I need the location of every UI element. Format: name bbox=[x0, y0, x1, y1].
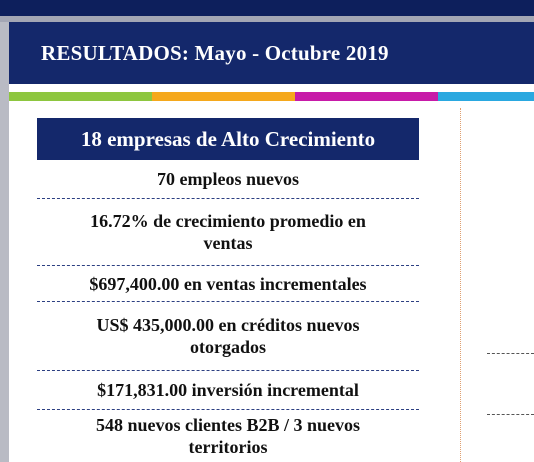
right-dash-line bbox=[487, 353, 534, 354]
metric-item: 16.72% de crecimiento promedio en ventas bbox=[37, 199, 419, 266]
metric-item: US$ 435,000.00 en créditos nuevos otorgados bbox=[37, 302, 419, 371]
panel-divider bbox=[460, 108, 461, 462]
stripe-blue bbox=[438, 92, 534, 101]
metric-item: 548 nuevos clientes B2B / 3 nuevos territorios bbox=[95, 415, 361, 457]
stripe-orange bbox=[152, 92, 295, 101]
stripe-magenta bbox=[295, 92, 438, 101]
right-dash-line bbox=[487, 414, 534, 415]
metrics-list bbox=[37, 160, 419, 462]
color-stripe bbox=[9, 92, 534, 101]
metric-item: $697,400.00 en ventas incrementales bbox=[37, 266, 419, 302]
metric-item: $171,831.00 inversión incremental bbox=[37, 371, 419, 410]
left-rail bbox=[0, 0, 9, 462]
stripe-green bbox=[9, 92, 152, 101]
metric-item: 70 empleos nuevos bbox=[37, 160, 419, 199]
slide-title: RESULTADOS: Mayo - Octubre 2019 bbox=[41, 40, 389, 65]
section-header-text: 18 empresas de Alto Crecimiento bbox=[80, 126, 376, 151]
top-strip bbox=[0, 0, 534, 16]
title-bar bbox=[9, 22, 534, 84]
section-header bbox=[37, 118, 419, 160]
